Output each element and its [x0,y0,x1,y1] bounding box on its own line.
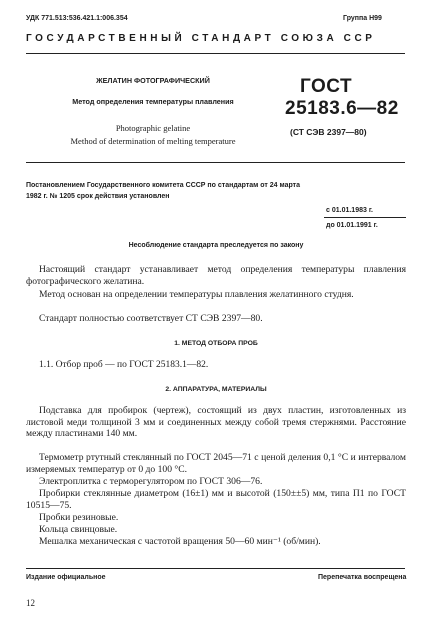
page-number: 12 [26,598,35,608]
section-2-paragraph-1: Подставка для пробирок (чертеж), состоящий из двух пластин, изготовленных из листовой меди толщиной 3 мм и соединенных между собой тремя стержнями. Расстояние между пластинами 140 мм. [26,405,406,440]
english-title-1: Photographic gelatine [115,123,191,133]
official-edition: Издание официальное [26,574,106,581]
header-rule [26,53,405,54]
footer-rule [26,568,405,569]
section-2-paragraph-5: Пробки резиновые. [39,512,119,523]
valid-divider [324,217,406,218]
section-1-text: 1.1. Отбор проб — по ГОСТ 25183.1—82. [39,360,209,370]
section-2-heading: 2. АППАРАТУРА, МАТЕРИАЛЫ [165,386,267,393]
english-title-2: Method of determination of melting temperature [70,136,236,146]
section-2-paragraph-3: Электроплитка с терморегулятором по ГОСТ 306—76. [39,476,263,487]
title-rule [26,162,405,163]
section-1-heading: 1. МЕТОД ОТБОРА ПРОБ [174,340,258,347]
section-2-paragraph-6: Кольца свинцовые. [39,524,118,535]
standard-title: ЖЕЛАТИН ФОТОГРАФИЧЕСКИЙ [96,76,210,85]
intro-paragraph-3: Стандарт полностью соответствует СТ СЭВ 2397—80. [39,313,263,324]
gost-label: ГОСТ [300,76,353,97]
law-warning: Несоблюдение стандарта преследуется по закону [128,242,304,249]
decree-line-2: 1982 г. № 1205 срок действия установлен [26,193,170,200]
section-2-paragraph-4: Пробирки стеклянные диаметром (16±1) мм и высотой (150±±5) мм, типа П1 по ГОСТ 10515—75. [26,488,406,511]
reprint-prohibited: Перепечатка воспрещена [318,574,407,581]
valid-to: до 01.01.1991 г. [326,222,378,229]
valid-from: с 01.01.1983 г. [326,207,373,214]
gost-number: 25183.6—82 [285,98,399,119]
udk-code: УДК 771.513:536.421.1:006.354 [26,15,128,22]
standard-line: ГОСУДАРСТВЕННЫЙ СТАНДАРТ СОЮЗА ССР [26,33,376,44]
group-code: Группа Н99 [343,15,382,22]
section-2-paragraph-2: Термометр ртутный стеклянный по ГОСТ 2045—71 с ценой деления 0,1 °С и интервалом измеряемых температур от 0 до 100 °С. [26,452,406,475]
method-title: Метод определения температуры плавления [72,97,234,106]
intro-paragraph-1: Настоящий стандарт устанавливает метод определения температуры плавления фотографического желатина. [26,264,406,287]
cmea-reference: (СТ СЭВ 2397—80) [290,127,367,137]
intro-paragraph-2: Метод основан на определении температуры плавления желатинного студня. [39,289,354,300]
section-2-paragraph-7: Мешалка механическая с частотой вращения 50—60 мин⁻¹ (об/мин). [39,536,321,547]
decree-line-1: Постановлением Государственного комитета СССР по стандартам от 24 марта [26,182,300,189]
